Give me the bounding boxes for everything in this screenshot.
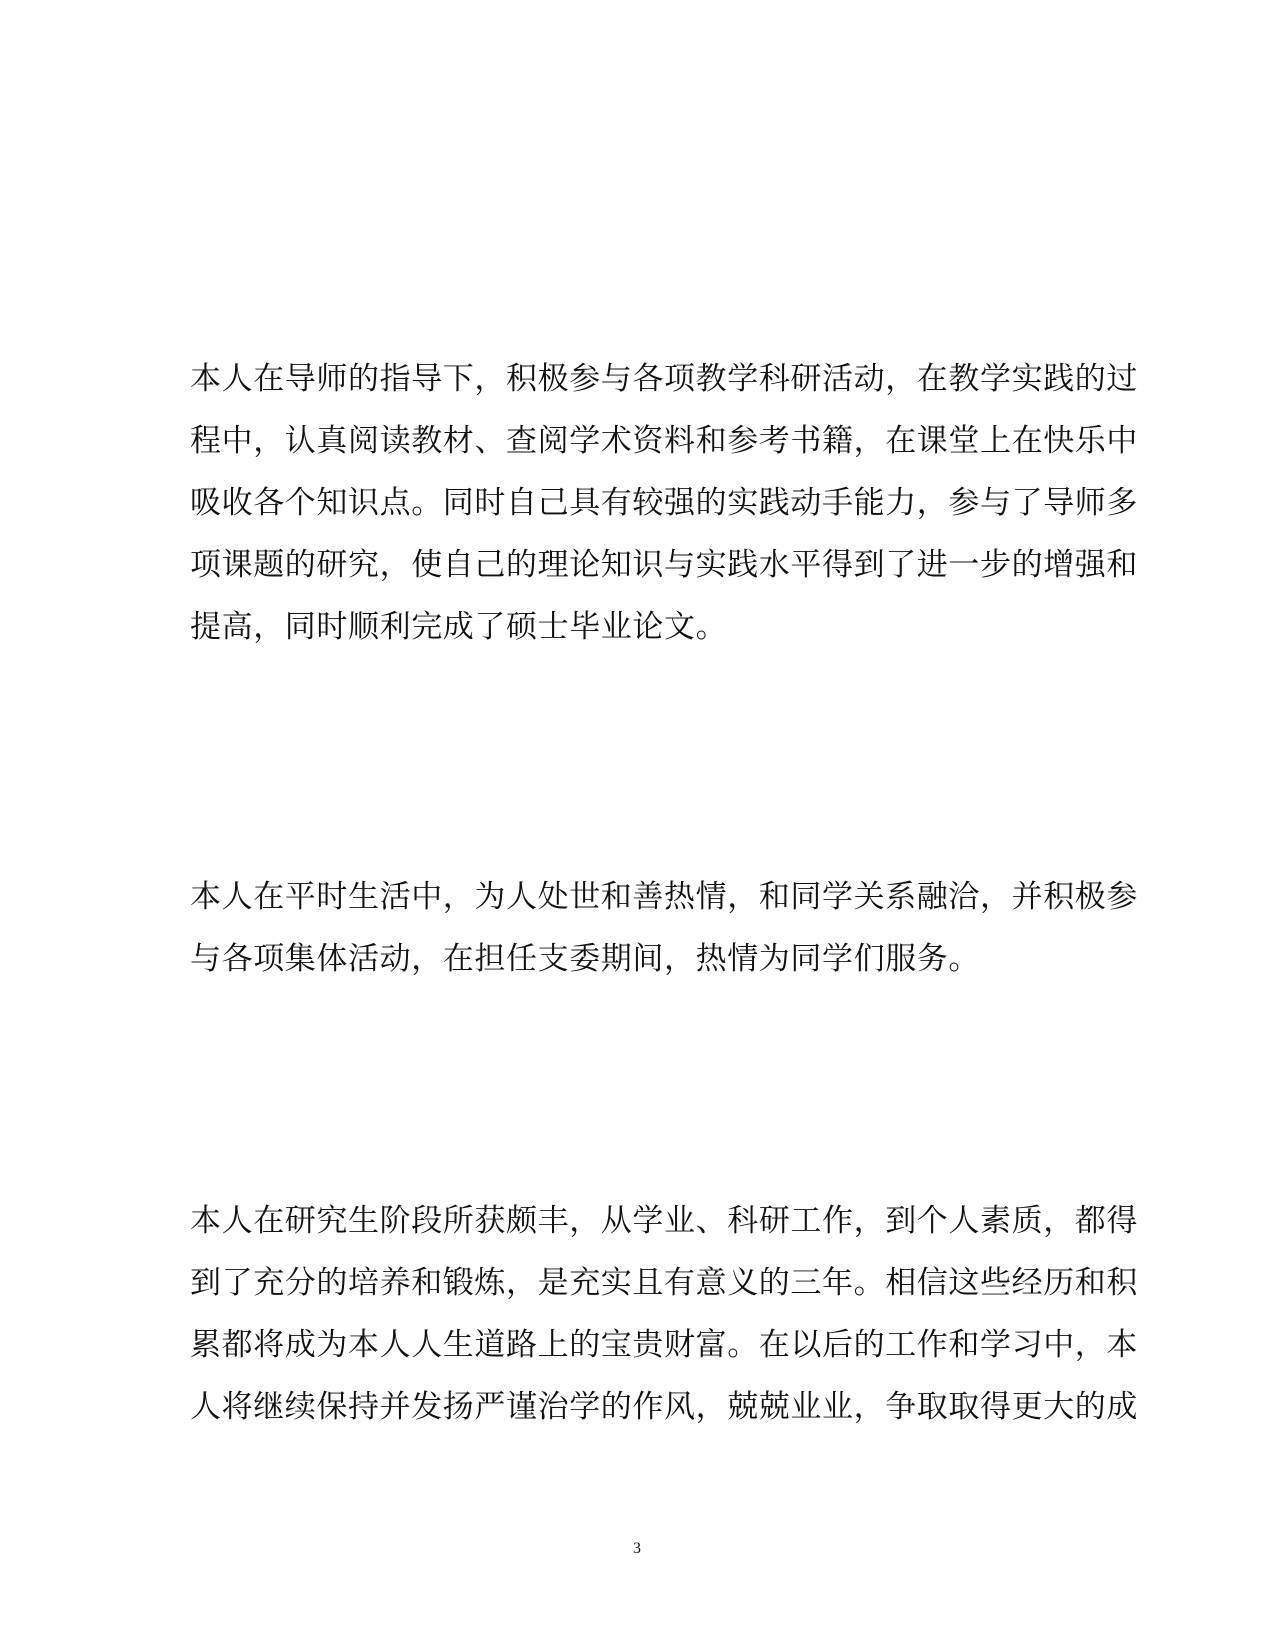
paragraph-line: 程中，认真阅读教材、查阅学术资料和参考书籍，在课堂上在快乐中 [190, 423, 1138, 459]
paragraph-daily-life [190, 866, 1138, 990]
paragraph-line: 吸收各个知识点。同时自己具有较强的实践动手能力，参与了导师多 [190, 485, 1138, 521]
paragraph-line: 项课题的研究，使自己的理论知识与实践水平得到了进一步的增强和 [190, 547, 1138, 583]
paragraph-line: 人将继续保持并发扬严谨治学的作风，兢兢业业，争取取得更大的成 [190, 1389, 1138, 1425]
page-number: 3 [633, 1540, 641, 1557]
paragraph-summary [190, 1190, 1138, 1438]
paragraph-line: 到了充分的培养和锻炼，是充实且有意义的三年。相信这些经历和积 [190, 1265, 1138, 1301]
paragraph-line: 累都将成为本人人生道路上的宝贵财富。在以后的工作和学习中，本 [190, 1327, 1138, 1363]
paragraph-line: 本人在平时生活中，为人处世和善热情，和同学关系融洽，并积极参 [190, 879, 1138, 915]
paragraph-line: 本人在导师的指导下，积极参与各项教学科研活动，在教学实践的过 [190, 361, 1138, 397]
paragraph-line: 本人在研究生阶段所获颇丰，从学业、科研工作，到个人素质，都得 [190, 1203, 1138, 1239]
paragraph-line: 与各项集体活动，在担任支委期间，热情为同学们服务。 [190, 941, 980, 977]
paragraph-line: 提高，同时顺利完成了硕士毕业论文。 [190, 609, 728, 645]
paragraph-research-activities [190, 348, 1138, 658]
